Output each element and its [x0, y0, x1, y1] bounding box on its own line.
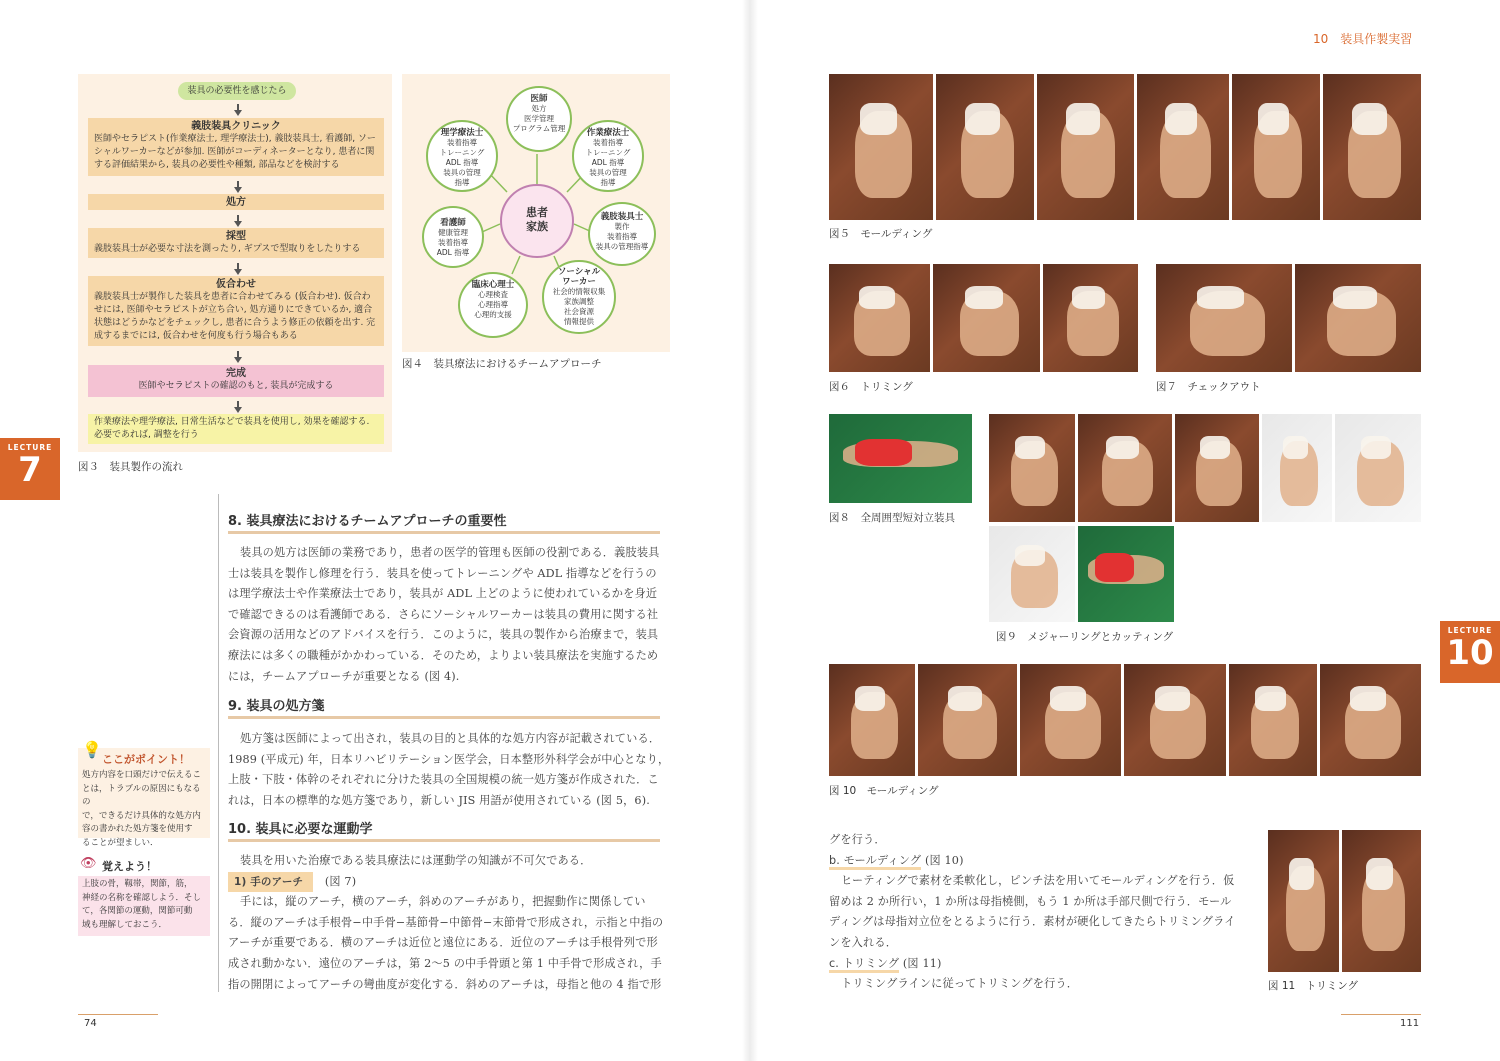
text-line: ることが望ましい． — [82, 837, 159, 848]
team-po-item: 装具の管理指導 — [595, 242, 649, 251]
flow-done — [88, 365, 384, 397]
photo-fig5-4 — [1137, 74, 1229, 220]
team-sw-item: 社会的情報収集 — [552, 287, 606, 296]
flow-done-body: 医師やセラピストの確認のもと, 装具が完成する — [138, 381, 334, 391]
text-line: 域も理解しておこう． — [82, 919, 168, 930]
team-doctor-title: 医師 — [530, 94, 548, 104]
team-doctor-item: プログラム管理 — [512, 124, 566, 133]
team-psych-item: 心理指導 — [478, 300, 508, 309]
photo-fig7-1 — [1156, 264, 1292, 372]
page-number-right: 111 — [1400, 1018, 1420, 1029]
flow-clinic-title: 義肢装具クリニック — [191, 121, 281, 132]
team-ot-item: トレーニング — [585, 148, 631, 157]
photo-fig11-2 — [1342, 830, 1421, 972]
memorize-body — [78, 876, 210, 934]
subheading-trimming: c. トリミング — [829, 957, 899, 973]
photo-fig6-3 — [1043, 264, 1138, 372]
point-title: ここがポイント！ — [102, 753, 190, 766]
team-nurse-item: 健康管理 — [438, 228, 468, 237]
text-line: 装具を用いた治療である装具療法には運動学の知識が不可欠である． — [240, 854, 592, 867]
text-line: トリミングラインに従ってトリミングを行う． — [841, 977, 1079, 991]
text-line: れは，日本の標準的な処方箋であり，新しい JIS 用語が使用されている (図 5，6). — [228, 793, 650, 807]
team-center-patient — [500, 184, 574, 258]
lecture-label: LECTURE — [1447, 626, 1493, 635]
text-line: で，できるだけ具体的な処方内 — [82, 810, 201, 821]
photo-fig6-2 — [933, 264, 1040, 372]
flow-fitting — [88, 276, 384, 346]
figure-11-caption: 図 11 トリミング — [1268, 980, 1358, 992]
subheading-hand-arch: 1) 手のアーチ — [228, 872, 313, 893]
photo-fig9-7 — [1078, 526, 1174, 622]
text-line: 留めは 2 か所行い，1 か所は母指橈側，もう 1 か所は手部尺側で行う．モール — [829, 894, 1232, 908]
section-8-body — [228, 543, 673, 687]
team-nurse-item: ADL 指導 — [436, 248, 470, 257]
team-po-title: 義肢装具士 — [600, 212, 644, 222]
photo-fig9-4 — [1262, 414, 1332, 522]
section-8-heading: 8. 装具療法におけるチームアプローチの重要性 — [228, 510, 660, 534]
text-line: 容の書かれた処方箋を使用す — [82, 824, 193, 834]
photo-fig5-1 — [829, 74, 933, 220]
text-line: で確認できるのは看護師である．さらにソーシャルワーカーは装具の費用に関する社 — [228, 607, 659, 621]
photo-fig8 — [829, 414, 972, 503]
photo-fig10-3 — [1020, 664, 1121, 776]
team-nurse-title: 看護師 — [440, 218, 466, 228]
text-line: て，各関節の運動，関節可動 — [82, 906, 193, 916]
flow-arrow — [234, 187, 242, 193]
photo-fig5-2 — [936, 74, 1034, 220]
right-body-text — [829, 830, 1254, 995]
photo-fig9-6 — [989, 526, 1075, 622]
figure-9-caption: 図９ メジャーリングとカッティング — [996, 631, 1174, 643]
text-line: グを行う． — [829, 833, 886, 846]
text-line: アーチが重要である．横のアーチは近位と遠位にある．近位のアーチは手根骨列で形 — [228, 936, 658, 950]
subheading-ref: (図 11) — [902, 956, 942, 970]
text-line: 処方箋は医師によって出され，装具の目的と具体的な処方内容が記載されている． — [240, 732, 661, 745]
text-line: 療法には多くの職種がかかわっている．そのため，よりよい装具療法を実施するため — [228, 648, 659, 662]
photo-fig10-6 — [1320, 664, 1421, 776]
point-box — [78, 740, 210, 848]
team-ot-title: 作業療法士 — [586, 128, 630, 138]
page-number-left: 74 — [84, 1018, 97, 1029]
subheading-row — [228, 872, 673, 893]
team-psych — [458, 272, 528, 338]
text-line: 上肢・下肢・体幹のそれぞれに分けた装具の全国規模の統一処方箋が作成された．こ — [228, 773, 659, 787]
flow-mold — [88, 228, 384, 258]
text-line: 1989 (平成元) 年，日本リハビリテーション医学会，日本整形外科学会が中心となり， — [228, 752, 670, 766]
team-nurse — [422, 206, 484, 268]
team-doctor-item: 処方 — [531, 104, 547, 113]
team-po-item: 製作 — [614, 222, 630, 231]
flow-start: 装具の必要性を感じたら — [178, 82, 296, 100]
figure-4-caption: 図４ 装具療法におけるチームアプローチ — [402, 358, 602, 370]
memorize-box — [78, 856, 210, 936]
text-line: ヒーティングで素材を柔軟化し，ピンチ法を用いてモールディングを行う．仮 — [841, 874, 1235, 888]
text-line: とは，トラブルの原因にもなるの — [82, 783, 201, 807]
subheading-row — [829, 851, 1254, 872]
text-line: 士は装具を製作し修理を行う．装具を使ってトレーニングや ADL 指導などを行うの — [228, 566, 657, 580]
photo-fig7-2 — [1295, 264, 1421, 372]
text-line: 処方内容を口頭だけで伝えるこ — [82, 770, 202, 780]
lecture-number: 7 — [18, 450, 42, 490]
subheading-molding: b. モールディング — [829, 854, 921, 870]
text-line: る．縦のアーチは手根骨−中手骨−基節骨−中節骨−末節骨で形成され，示指と中指の — [228, 915, 664, 929]
figure-4-team-diagram — [402, 74, 670, 352]
figure-3-flowchart — [78, 74, 392, 452]
team-sw-item: 情報提供 — [564, 317, 594, 326]
photo-fig9-3 — [1175, 414, 1259, 522]
photo-fig10-5 — [1229, 664, 1317, 776]
team-sw — [542, 260, 616, 334]
text-line: 神経の名称を確認しよう．そし — [82, 892, 202, 903]
flow-mold-title: 採型 — [226, 231, 246, 242]
section-10-body — [228, 851, 673, 995]
subheading-row — [829, 954, 1254, 975]
text-line: 装具の処方は医師の業務であり，患者の医学的管理も医師の役割である．義肢装具 — [240, 546, 660, 559]
team-ot — [572, 120, 644, 192]
column-divider — [218, 494, 219, 992]
text-line: 手には，縦のアーチ，横のアーチ，斜めのアーチがあり，把握動作に関係してい — [240, 895, 646, 909]
photo-fig5-3 — [1037, 74, 1134, 220]
flow-arrow — [234, 269, 242, 275]
text-line: は理学療法士や作業療法士であり，装具が ADL 上どのように使われているかを身近 — [228, 587, 658, 601]
team-pt — [426, 120, 498, 192]
subheading-ref: (図 7) — [324, 874, 357, 888]
subheading-ref: (図 10) — [924, 853, 964, 867]
photo-fig5-5 — [1232, 74, 1320, 220]
flow-clinic — [88, 118, 384, 176]
photo-fig5-6 — [1323, 74, 1421, 220]
photo-fig9-1 — [989, 414, 1075, 522]
team-pt-item: 装具の管理 — [443, 168, 481, 177]
team-nurse-item: 装着指導 — [438, 238, 468, 247]
page-number-line — [1341, 1014, 1421, 1015]
lecture-7-tab — [0, 438, 60, 500]
team-ot-item: 指導 — [600, 178, 616, 187]
page-gutter — [742, 0, 758, 1061]
team-pt-item: トレーニング — [439, 148, 485, 157]
flow-arrow — [234, 110, 242, 116]
team-center-line1: 患者 — [526, 206, 548, 219]
text-line: 上肢の骨，靱帯，関節，筋， — [82, 879, 193, 889]
lecture-10-tab — [1440, 621, 1500, 683]
team-doctor — [506, 86, 572, 152]
running-header: 10 装具作製実習 — [1313, 32, 1413, 46]
figure-10-caption: 図 10 モールディング — [829, 785, 939, 797]
flow-arrow — [234, 221, 242, 227]
flow-prescribe-title: 処方 — [226, 197, 246, 208]
text-line: 成され動かない．遠位のアーチは，第 2〜5 の中手骨頭と第 1 中手骨で形成され，手 — [228, 956, 662, 970]
section-9-heading: 9. 装具の処方箋 — [228, 695, 660, 719]
photo-fig10-4 — [1124, 664, 1226, 776]
team-doctor-item: 医学管理 — [524, 114, 554, 123]
photo-fig11-1 — [1268, 830, 1339, 972]
flow-done-title: 完成 — [226, 368, 246, 379]
team-ot-item: 装着指導 — [593, 138, 623, 147]
lecture-number: 10 — [1446, 633, 1494, 673]
team-pt-item: ADL 指導 — [445, 158, 479, 167]
figure-3-caption: 図３ 装具製作の流れ — [78, 461, 183, 473]
figure-8-caption: 図８ 全周囲型短対立装具 — [829, 512, 955, 524]
team-pt-item: 装着指導 — [447, 138, 477, 147]
text-line: 会資源の活用などのアドバイスを行う．このように，装具の製作から治療まで，装具 — [228, 628, 659, 642]
text-line: ンを入れる． — [829, 935, 898, 949]
team-ot-item: 装具の管理 — [589, 168, 627, 177]
team-psych-item: 心理的支援 — [474, 310, 512, 319]
flow-fitting-body: 義肢装具士が製作した装具を患者に合わせてみる (仮合わせ). 仮合わせには, 医師やセラピストが立ち合い, 処方通りにできているか, 適合状態はどうかなどをチェックし, 患者に合うよう修正の依頼を出す. 完成するまでには, 仮合わせを何度も行う場合もある — [94, 292, 376, 341]
flow-arrow — [234, 407, 242, 413]
team-pt-title: 理学療法士 — [440, 128, 484, 138]
photo-fig10-2 — [918, 664, 1017, 776]
flow-arrow — [234, 357, 242, 363]
text-line: ディングは母指対立位をとるように行う．素材が硬化してきたらトリミングライ — [829, 915, 1236, 929]
figure-6-caption: 図６ トリミング — [829, 381, 913, 393]
flow-use — [88, 414, 384, 444]
page-number-line — [78, 1014, 158, 1015]
team-psych-title: 臨床心理士 — [471, 280, 515, 290]
flow-clinic-body: 医師やセラピスト(作業療法士, 理学療法士), 義肢装具士, 看護師, ソーシャルワーカーなどが参加. 医師がコーディネーターとなり, 患者に関する評価結果から, 装具の必要性や種類, 部品などを検討する — [94, 134, 376, 170]
team-sw-item: 社会資源 — [564, 307, 594, 316]
team-sw-item: 家族調整 — [564, 297, 594, 306]
team-sw-title: ソーシャル ワーカー — [557, 267, 601, 287]
point-body — [78, 769, 210, 850]
team-ot-item: ADL 指導 — [591, 158, 625, 167]
photo-fig9-5 — [1335, 414, 1421, 522]
figure-7-caption: 図７ チェックアウト — [1156, 381, 1261, 393]
text-line: 指の開閉によってアーチの彎曲度が変化する．斜めのアーチは，母指と他の 4 指で形 — [228, 977, 662, 991]
photo-fig10-1 — [829, 664, 915, 776]
flow-fitting-title: 仮合わせ — [216, 279, 256, 290]
photo-fig9-2 — [1078, 414, 1172, 522]
photo-fig6-1 — [829, 264, 930, 372]
figure-5-caption: 図５ モールディング — [829, 228, 933, 240]
team-po-item: 装着指導 — [607, 232, 637, 241]
flow-use-body: 作業療法や理学療法, 日常生活などで装具を使用し, 効果を確認する. 必要であれば, 調整を行う — [94, 417, 370, 440]
section-9-body — [228, 729, 673, 811]
lightbulb-icon: 💡 — [82, 740, 102, 759]
text-line: には，チームアプローチが重要となる (図 4). — [228, 669, 460, 683]
flow-mold-body: 義肢装具士が必要な寸法を測ったり, ギプスで型取りをしたりする — [94, 244, 361, 254]
team-psych-item: 心理検査 — [478, 290, 508, 299]
memorize-title: 覚えよう！ — [78, 856, 210, 876]
team-center-line2: 家族 — [526, 220, 548, 233]
flow-prescribe — [88, 194, 384, 210]
eye-icon: 👁 — [80, 856, 97, 871]
team-pt-item: 指導 — [454, 178, 470, 187]
lecture-label: LECTURE — [7, 443, 53, 452]
team-po — [588, 202, 656, 266]
section-10-heading: 10. 装具に必要な運動学 — [228, 818, 660, 842]
